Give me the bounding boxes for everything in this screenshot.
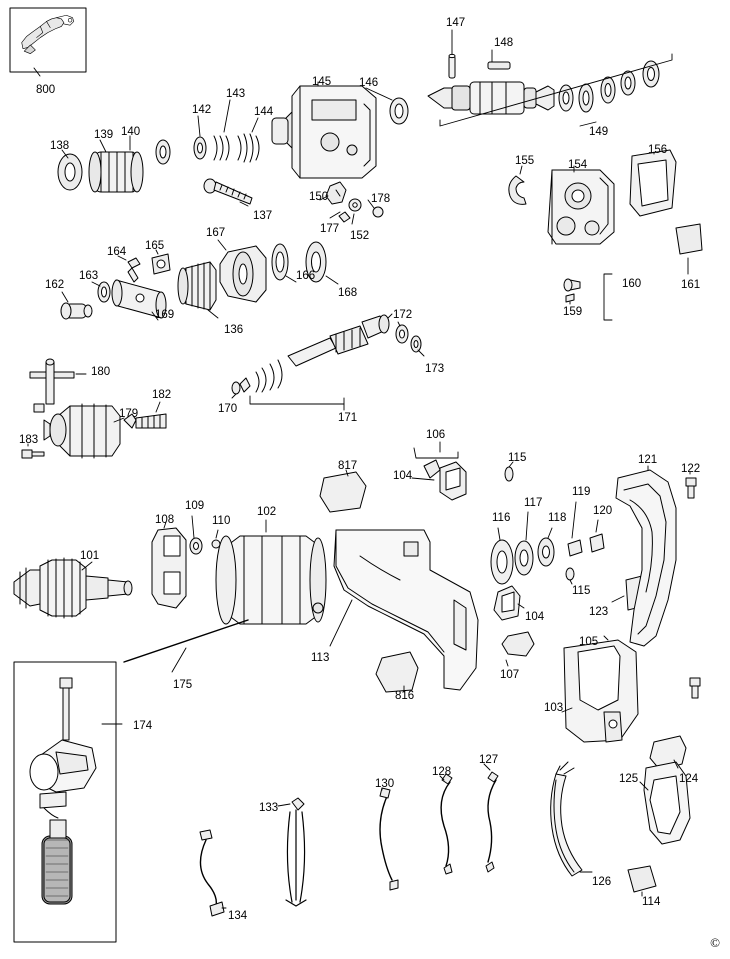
part-label-105: 105 xyxy=(579,636,599,648)
part-label-140: 140 xyxy=(121,126,141,138)
part-label-179: 179 xyxy=(119,408,139,420)
part-label-171: 171 xyxy=(338,412,358,424)
part-label-110: 110 xyxy=(212,515,231,527)
part-label-169: 169 xyxy=(155,309,175,321)
part-label-162: 162 xyxy=(45,279,65,291)
part-label-134: 134 xyxy=(228,910,248,922)
part-label-117: 117 xyxy=(524,497,543,509)
part-label-137: 137 xyxy=(253,210,273,222)
part-label-121: 121 xyxy=(638,454,658,466)
part-label-152: 152 xyxy=(350,230,370,242)
part-label-133: 133 xyxy=(259,802,279,814)
part-label-172: 172 xyxy=(393,309,413,321)
part-label-156: 156 xyxy=(648,144,668,156)
part-label-127: 127 xyxy=(479,754,499,766)
part-label-109: 109 xyxy=(185,500,205,512)
part-label-183: 183 xyxy=(19,434,39,446)
part-label-168: 168 xyxy=(338,287,358,299)
part-label-115: 115 xyxy=(508,452,527,464)
part-label-107: 107 xyxy=(500,669,520,681)
part-label-130: 130 xyxy=(375,778,395,790)
part-label-120: 120 xyxy=(593,505,613,517)
part-label-164: 164 xyxy=(107,246,127,258)
part-label-146: 146 xyxy=(359,77,379,89)
part-label-136: 136 xyxy=(224,324,244,336)
part-label-154: 154 xyxy=(568,159,588,171)
part-label-106: 106 xyxy=(426,429,446,441)
part-label-104: 104 xyxy=(393,470,413,482)
part-label-159: 159 xyxy=(563,306,583,318)
part-label-167: 167 xyxy=(206,227,226,239)
part-label-108: 108 xyxy=(155,514,175,526)
part-label-163: 163 xyxy=(79,270,99,282)
part-label-139: 139 xyxy=(94,129,114,141)
part-label-155: 155 xyxy=(515,155,535,167)
part-label-125: 125 xyxy=(619,773,639,785)
part-label-114: 114 xyxy=(642,896,661,908)
part-label-173: 173 xyxy=(425,363,445,375)
part-label-150: 150 xyxy=(309,191,329,203)
part-label-144: 144 xyxy=(254,106,274,118)
part-label-145: 145 xyxy=(312,76,332,88)
part-label-128: 128 xyxy=(432,766,452,778)
part-label-124: 124 xyxy=(679,773,699,785)
copyright-mark: © xyxy=(710,935,720,950)
part-label-101: 101 xyxy=(80,550,100,562)
part-label-138: 138 xyxy=(50,140,70,152)
part-label-816: 816 xyxy=(395,690,415,702)
part-label-178: 178 xyxy=(371,193,391,205)
part-label-160: 160 xyxy=(622,278,642,290)
part-label-165: 165 xyxy=(145,240,165,252)
part-label-166: 166 xyxy=(296,270,316,282)
part-label-113: 113 xyxy=(311,652,330,664)
part-label-175: 175 xyxy=(173,679,193,691)
part-label-116: 116 xyxy=(492,512,511,524)
part-label-143: 143 xyxy=(226,88,246,100)
part-label-142: 142 xyxy=(192,104,212,116)
part-label-119: 119 xyxy=(572,486,591,498)
part-label-104-lower: 104 xyxy=(525,611,545,623)
part-label-177: 177 xyxy=(320,223,340,235)
part-label-123: 123 xyxy=(589,606,609,618)
part-label-170: 170 xyxy=(218,403,238,415)
part-label-149: 149 xyxy=(589,126,609,138)
part-label-122: 122 xyxy=(681,463,701,475)
part-label-147: 147 xyxy=(446,17,466,29)
part-label-182: 182 xyxy=(152,389,172,401)
part-label-174: 174 xyxy=(133,720,153,732)
part-label-103: 103 xyxy=(544,702,564,714)
part-label-180: 180 xyxy=(91,366,111,378)
part-label-126: 126 xyxy=(592,876,612,888)
part-label-115-lower: 115 xyxy=(572,585,591,597)
part-label-118: 118 xyxy=(548,512,567,524)
part-label-161: 161 xyxy=(681,279,701,291)
part-label-800: 800 xyxy=(36,84,56,96)
part-label-817: 817 xyxy=(338,460,358,472)
part-label-102: 102 xyxy=(257,506,277,518)
part-label-148: 148 xyxy=(494,37,514,49)
